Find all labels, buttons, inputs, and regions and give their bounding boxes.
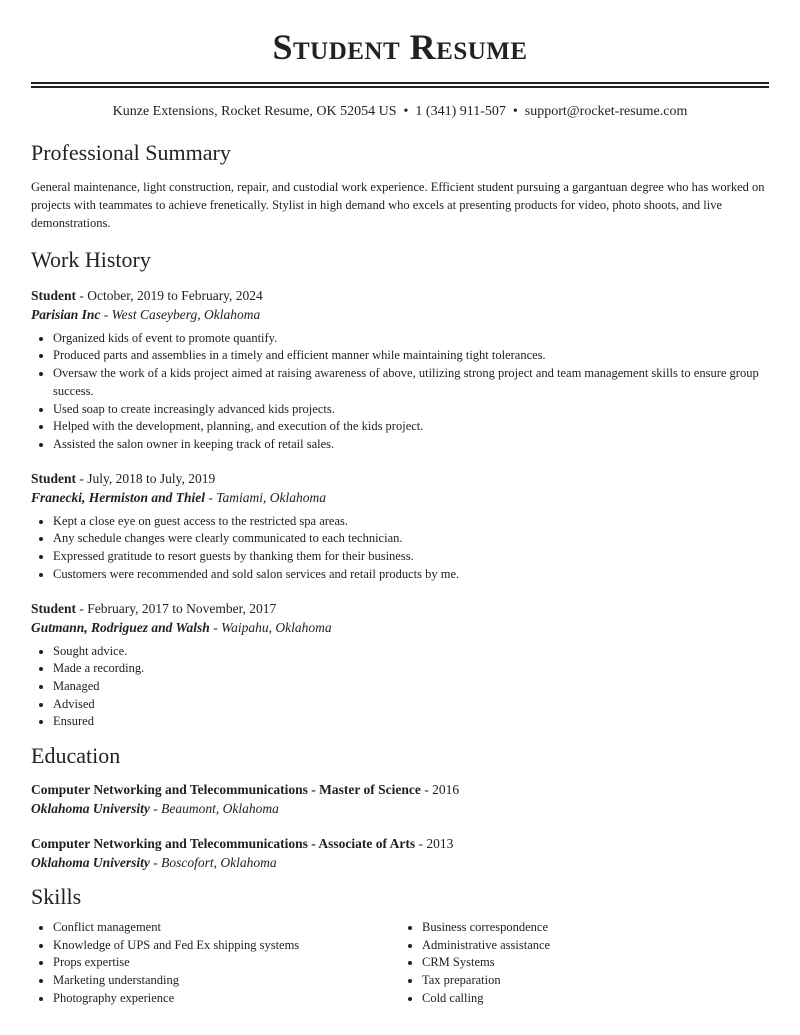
job-bullets — [31, 643, 769, 732]
resume-content — [31, 140, 769, 1007]
education-year: - 2016 — [420, 782, 460, 798]
education-degree: Computer Networking and Telecommunications - Associate of Arts — [31, 836, 416, 852]
job-org-line — [31, 305, 769, 324]
education-degree-line — [31, 834, 769, 853]
job-bullet: • Any schedule changes were clearly communicated to each technician. — [53, 530, 769, 548]
summary-text: General maintenance, light construction, repair, and custodial work experience. Efficient student pursuing a gargantuan degree who has worked on projects with teammates to achieve frenetically. Stylist in high demand who excels at presenting products for video, photo shoots, and live demonstrations. — [31, 180, 765, 231]
skill-item: • CRM Systems — [422, 954, 769, 972]
job-dates: - February, 2017 to November, 2017 — [76, 600, 277, 616]
job-company: Gutmann, Rodriguez and Walsh — [31, 619, 210, 635]
job-location: - Tamiami, Oklahoma — [205, 489, 327, 505]
job-bullet: • Ensured — [53, 713, 769, 731]
job-entry — [31, 286, 769, 454]
job-bullet: • Used soap to create increasingly advanced kids projects. — [53, 401, 769, 419]
skill-item: • Props expertise — [53, 954, 400, 972]
skills-section — [31, 884, 769, 1007]
contact-separator: • — [512, 104, 518, 119]
skill-item: • Knowledge of UPS and Fed Ex shipping systems — [53, 937, 400, 955]
job-bullet: • Helped with the development, planning, and execution of the kids project. — [53, 418, 769, 436]
education-heading: Education — [31, 743, 121, 769]
job-entry — [31, 599, 769, 732]
job-org-line — [31, 618, 769, 637]
education-school-line — [31, 799, 769, 818]
education-section — [31, 743, 769, 872]
education-school-line — [31, 853, 769, 872]
job-bullet: • Assisted the salon owner in keeping track of retail sales. — [53, 436, 769, 454]
summary-section — [31, 140, 769, 232]
skill-item: • Tax preparation — [422, 972, 769, 990]
job-bullet: • Produced parts and assemblies in a timely and efficient manner while maintaining tight tolerances. — [53, 347, 769, 365]
job-location: - Waipahu, Oklahoma — [209, 619, 332, 635]
skill-item: • Cold calling — [422, 990, 769, 1008]
job-bullet: • Organized kids of event to promote quantify. — [53, 330, 769, 348]
contact-phone: 1 (341) 911-507 — [415, 104, 506, 119]
job-title-line — [31, 286, 769, 305]
job-company: Parisian Inc — [31, 306, 101, 322]
skills-columns — [31, 919, 769, 1008]
job-bullet: • Expressed gratitude to resort guests by thanking them for their business. — [53, 548, 769, 566]
job-bullet: • Customers were recommended and sold salon services and retail products by me. — [53, 566, 769, 584]
job-bullet: • Kept a close eye on guest access to the restricted spa areas. — [53, 513, 769, 531]
summary-heading: Professional Summary — [31, 140, 231, 165]
title-rule-bottom — [31, 86, 769, 88]
education-entry — [31, 834, 769, 872]
skill-item: • Business correspondence — [422, 919, 769, 937]
job-location: - West Caseyberg, Oklahoma — [100, 306, 261, 322]
job-bullet: • Sought advice. — [53, 643, 769, 661]
work-history-section — [31, 247, 769, 731]
resume-title: Student Resume — [272, 27, 528, 67]
job-bullets — [31, 513, 769, 584]
job-entry — [31, 469, 769, 584]
job-title-line — [31, 599, 769, 618]
job-dates: - July, 2018 to July, 2019 — [76, 470, 216, 486]
contact-separator: • — [403, 104, 409, 119]
job-bullet: • Advised — [53, 696, 769, 714]
skill-item: • Marketing understanding — [53, 972, 400, 990]
skill-item: • Administrative assistance — [422, 937, 769, 955]
job-bullets — [31, 330, 769, 454]
education-year: - 2013 — [415, 836, 454, 852]
job-bullet: • Oversaw the work of a kids project aimed at raising awareness of above, utilizing strong project and team management skills to ensure group success. — [53, 365, 769, 400]
education-entry — [31, 780, 769, 818]
skills-list-left — [31, 919, 400, 1008]
job-company: Franecki, Hermiston and Thiel — [31, 489, 206, 505]
skill-item: • Photography experience — [53, 990, 400, 1008]
education-degree: Computer Networking and Telecommunications - Master of Science — [31, 782, 421, 798]
education-school: Oklahoma University — [31, 801, 150, 817]
job-role: Student — [31, 600, 77, 616]
skills-heading: Skills — [31, 884, 82, 910]
education-location: - Boscofort, Oklahoma — [149, 855, 277, 871]
job-role: Student — [31, 287, 77, 303]
job-role: Student — [31, 470, 77, 486]
education-school: Oklahoma University — [31, 855, 150, 871]
job-bullet: • Managed — [53, 678, 769, 696]
contact-email: support@rocket-resume.com — [524, 104, 688, 119]
contact-line — [0, 104, 800, 120]
skill-item: • Conflict management — [53, 919, 400, 937]
education-location: - Beaumont, Oklahoma — [149, 801, 279, 817]
job-org-line — [31, 488, 769, 507]
education-degree-line — [31, 780, 769, 799]
job-dates: - October, 2019 to February, 2024 — [76, 287, 263, 303]
title-rule-top — [31, 82, 769, 84]
job-title-line — [31, 469, 769, 488]
job-bullet: • Made a recording. — [53, 660, 769, 678]
work-history-heading: Work History — [31, 247, 151, 273]
skills-list-right — [400, 919, 769, 1008]
contact-address: Kunze Extensions, Rocket Resume, OK 52054 US — [112, 104, 397, 119]
